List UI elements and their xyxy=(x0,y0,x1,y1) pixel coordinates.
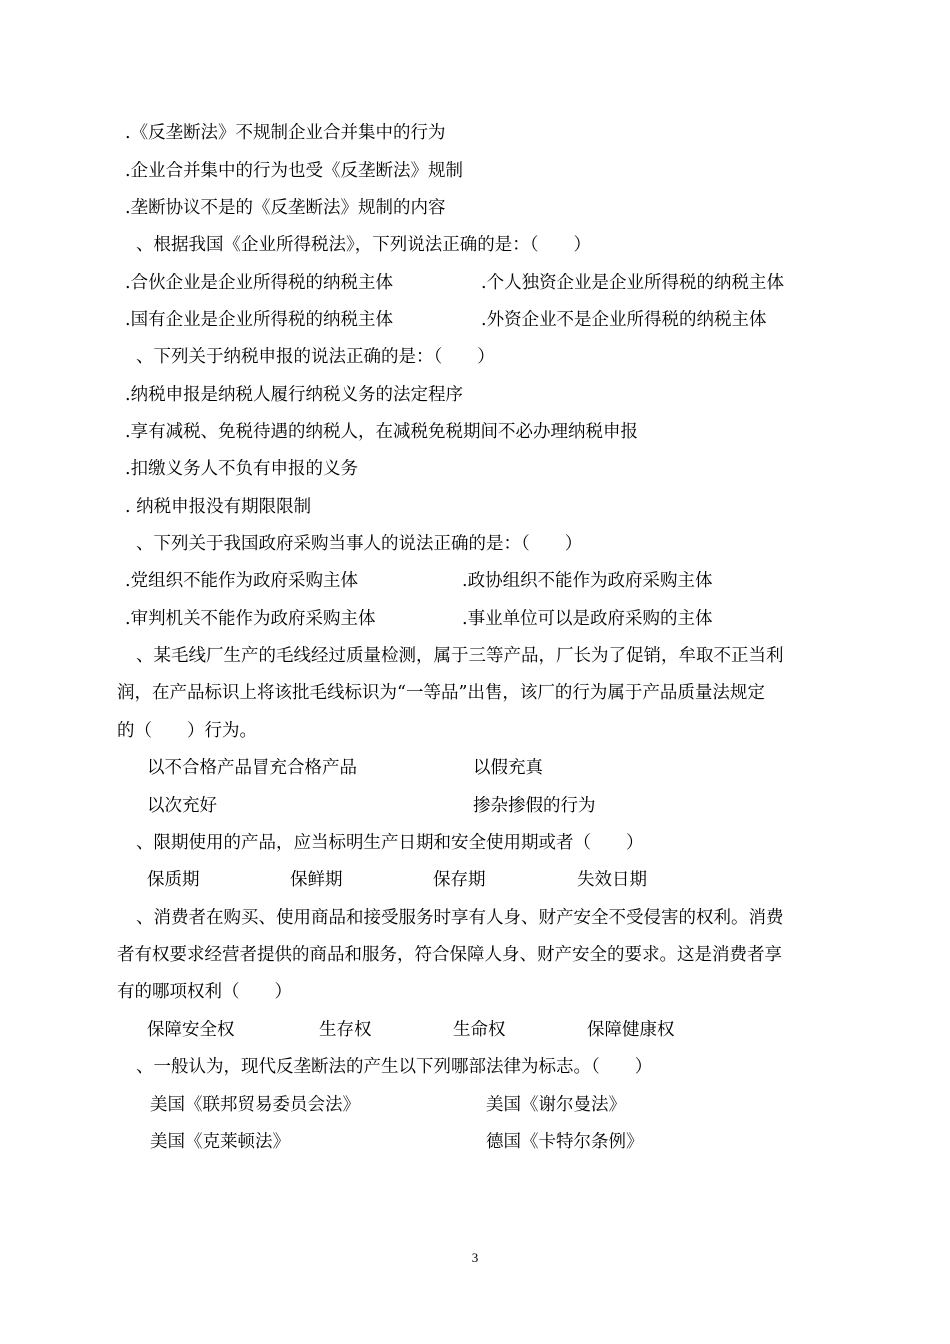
text-line: .党组织不能作为政府采购主体 xyxy=(125,571,359,591)
text-line: 以不合格产品冒充合格产品 xyxy=(147,758,357,778)
text-line: 保鲜期 xyxy=(290,870,343,890)
text-line: .个人独资企业是企业所得税的纳税主体 xyxy=(481,273,785,293)
text-line: 保障安全权 xyxy=(147,1020,235,1040)
text-line: 失效日期 xyxy=(577,870,647,890)
text-line: 有的哪项权利（ ） xyxy=(117,982,292,1002)
text-line: 、一般认为，现代反垄断法的产生以下列哪部法律为标志。（ ） xyxy=(136,1057,653,1077)
text-line: 保障健康权 xyxy=(587,1020,675,1040)
text-line: 以假充真 xyxy=(473,758,543,778)
text-line: .享有减税、免税待遇的纳税人，在减税免税期间不必办理纳税申报 xyxy=(125,422,639,442)
text-line: 、下列关于我国政府采购当事人的说法正确的是：（ ） xyxy=(136,534,583,554)
text-line: 、下列关于纳税申报的说法正确的是：（ ） xyxy=(136,347,495,367)
text-line: 德国《卡特尔条例》 xyxy=(486,1132,644,1152)
text-line: .扣缴义务人不负有申报的义务 xyxy=(125,459,359,479)
text-line: 、某毛线厂生产的毛线经过质量检测，属于三等产品，厂长为了促销，牟取不正当利 xyxy=(136,646,784,666)
text-line: .事业单位可以是政府采购的主体 xyxy=(462,609,713,629)
text-line: 美国《谢尔曼法》 xyxy=(486,1095,626,1115)
text-line: 生命权 xyxy=(453,1020,506,1040)
text-line: 生存权 xyxy=(319,1020,372,1040)
text-line: 的（ ）行为。 xyxy=(117,721,257,741)
text-line: 保质期 xyxy=(147,870,200,890)
text-line: 、消费者在购买、使用商品和接受服务时享有人身、财产安全不受侵害的权利。消费 xyxy=(136,908,784,928)
text-line: 、根据我国《企业所得税法》，下列说法正确的是：（ ） xyxy=(136,235,591,255)
text-line: . 纳税申报没有期限限制 xyxy=(125,497,312,517)
text-line: 以次充好 xyxy=(147,796,217,816)
text-line: 保存期 xyxy=(433,870,486,890)
text-line: 美国《克莱顿法》 xyxy=(150,1132,290,1152)
text-line: 、限期使用的产品，应当标明生产日期和安全使用期或者（ ） xyxy=(136,833,644,853)
text-line: .外资企业不是企业所得税的纳税主体 xyxy=(481,310,767,330)
text-line: .纳税申报是纳税人履行纳税义务的法定程序 xyxy=(125,385,464,405)
text-line: 掺杂掺假的行为 xyxy=(473,796,596,816)
text-line: 者有权要求经营者提供的商品和服务，符合保障人身、财产安全的要求。这是消费者享 xyxy=(117,945,782,965)
text-line: 美国《联邦贸易委员会法》 xyxy=(150,1095,360,1115)
text-line: .《反垄断法》不规制企业合并集中的行为 xyxy=(125,123,446,143)
text-line: .合伙企业是企业所得税的纳税主体 xyxy=(125,273,394,293)
text-line: .政协组织不能作为政府采购主体 xyxy=(462,571,713,591)
text-line: .垄断协议不是的《反垄断法》规制的内容 xyxy=(125,198,446,218)
text-line: .审判机关不能作为政府采购主体 xyxy=(125,609,376,629)
text-line: .企业合并集中的行为也受《反垄断法》规制 xyxy=(125,161,464,181)
text-line: 润，在产品标识上将该批毛线标识为“一等品”出售，该厂的行为属于产品质量法规定 xyxy=(117,683,765,703)
text-line: .国有企业是企业所得税的纳税主体 xyxy=(125,310,394,330)
page-number: 3 xyxy=(471,1250,479,1265)
